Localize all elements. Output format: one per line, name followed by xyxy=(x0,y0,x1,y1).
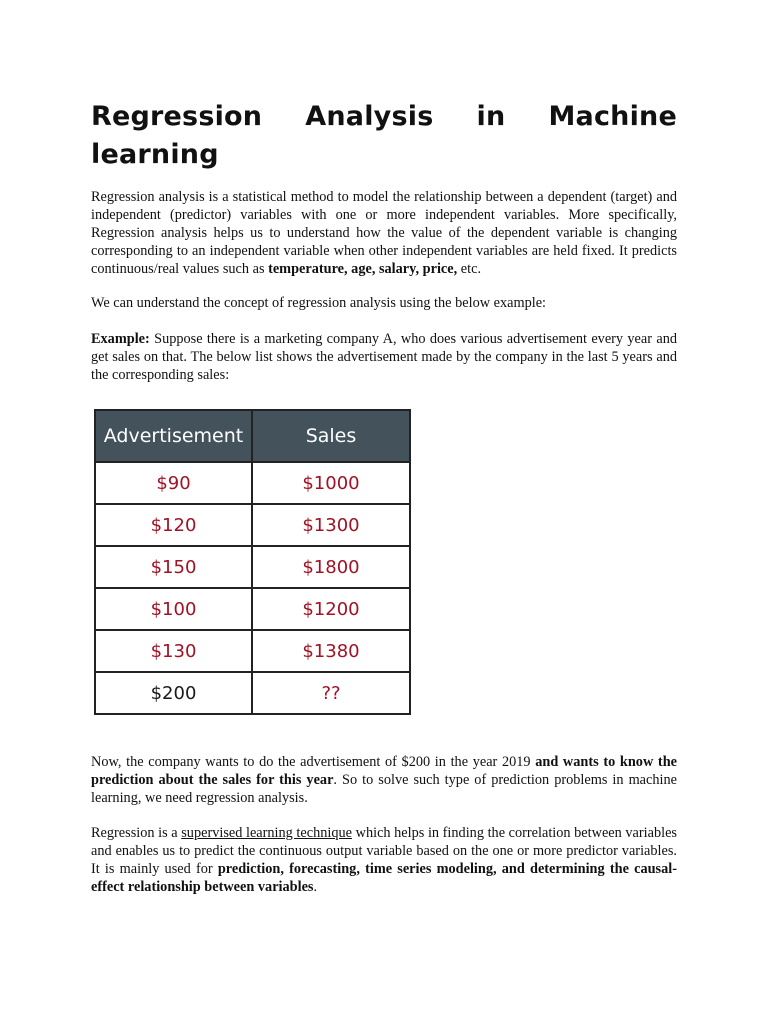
advertisement-cell: $100 xyxy=(95,588,252,630)
example-label: Example: xyxy=(91,331,150,347)
prediction-bold: and wants to know the prediction about the sales for this year xyxy=(91,754,677,788)
title-word: in xyxy=(476,101,506,132)
definition-text-start: Regression is a xyxy=(91,825,182,841)
page-title xyxy=(91,98,677,174)
intro-paragraph xyxy=(91,188,677,278)
prediction-text-end: . So to solve such type of prediction problems in machine learning, we need regression analysis. xyxy=(91,772,677,806)
title-word: Machine xyxy=(548,101,677,132)
definition-text-middle: which helps in finding the correlation between variables and enables us to predict the continuous output variable based on the one or more predictor variables. It is mainly used for xyxy=(91,825,677,877)
sales-cell: $1000 xyxy=(252,462,410,504)
definition-paragraph xyxy=(91,824,677,896)
example-paragraph xyxy=(91,330,677,384)
advertisement-cell: $130 xyxy=(95,630,252,672)
table-header-row xyxy=(95,410,410,462)
table-row xyxy=(95,630,410,672)
sales-cell: ?? xyxy=(252,672,410,714)
prediction-text: Now, the company wants to do the advertisement of $200 in the year 2019 xyxy=(91,754,536,770)
intro-text: Regression analysis is a statistical method to model the relationship between a dependent (target) and independent (predictor) variables with one or more independent variables. More specifically, Regression analysis helps us to understand how the value of the dependent variable is changing corresponding to an independent variable when other independent variables are held fixed. It predicts continuous/real values such as xyxy=(91,189,677,277)
definition-text-end: . xyxy=(313,879,318,895)
advertisement-cell: $150 xyxy=(95,546,252,588)
column-header-advertisement: Advertisement xyxy=(95,410,252,462)
title-word: Analysis xyxy=(305,101,434,132)
table-row xyxy=(95,462,410,504)
advertisement-cell: $90 xyxy=(95,462,252,504)
sales-cell: $1380 xyxy=(252,630,410,672)
concept-paragraph: We can understand the concept of regression analysis using the below example: xyxy=(91,295,547,311)
prediction-paragraph xyxy=(91,753,677,807)
intro-bold-examples: temperature, age, salary, price, xyxy=(268,261,458,277)
sales-cell: $1800 xyxy=(252,546,410,588)
table-row xyxy=(95,504,410,546)
title-line-2: learning xyxy=(91,139,219,170)
table-row xyxy=(95,672,410,714)
table-row xyxy=(95,546,410,588)
table-row xyxy=(95,588,410,630)
sales-table-container xyxy=(94,409,411,715)
sales-cell: $1300 xyxy=(252,504,410,546)
advertisement-cell: $200 xyxy=(95,672,252,714)
supervised-learning-link[interactable]: supervised learning technique xyxy=(181,825,353,841)
column-header-sales: Sales xyxy=(252,410,410,462)
example-text: Suppose there is a marketing company A, who does various advertisement every year and get sales on that. The below list shows the advertisement made by the company in the last 5 years and the corresponding sales: xyxy=(91,331,677,383)
intro-text-end: etc. xyxy=(457,261,482,277)
definition-bold-uses: prediction, forecasting, time series modeling, and determining the causal-effect relationship between variables xyxy=(91,861,677,895)
document-page xyxy=(91,98,677,896)
title-word: Regression xyxy=(91,101,263,132)
advertisement-sales-table xyxy=(94,409,411,715)
sales-cell: $1200 xyxy=(252,588,410,630)
advertisement-cell: $120 xyxy=(95,504,252,546)
